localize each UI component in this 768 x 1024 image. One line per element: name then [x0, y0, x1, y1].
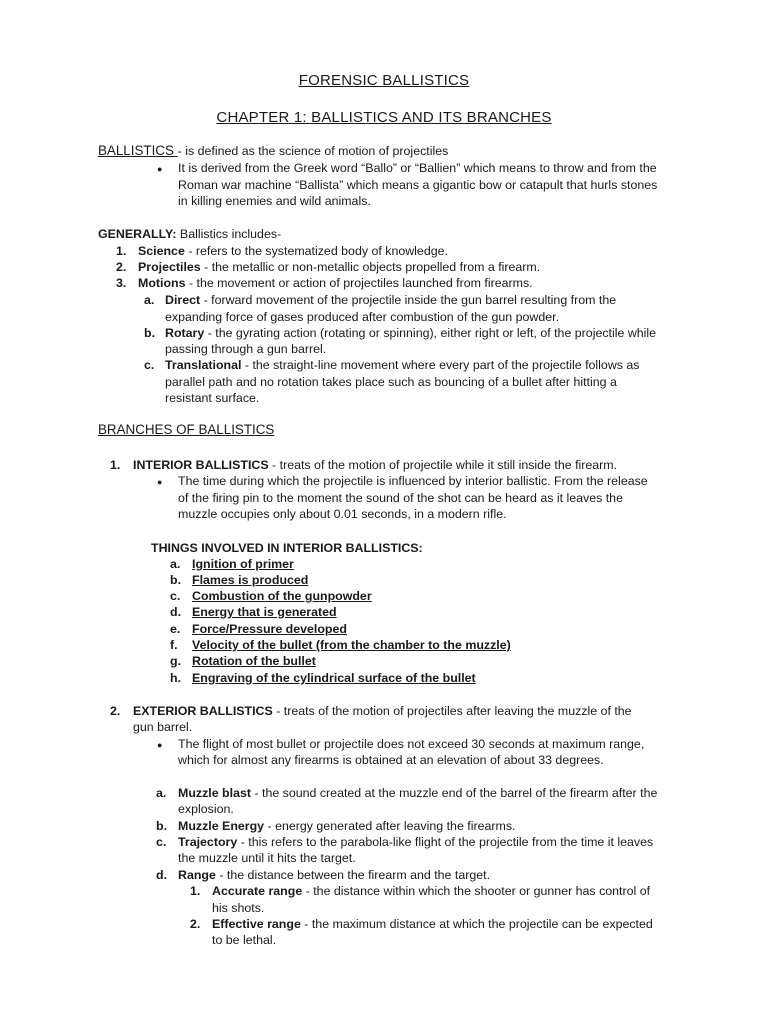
- list-item: [178, 834, 653, 850]
- item-text: - refers to the systematized body of knowledge.: [184, 244, 448, 258]
- list-letter: a.: [144, 293, 155, 307]
- chapter-title: CHAPTER 1: BALLISTICS AND ITS BRANCHES: [216, 109, 552, 126]
- list-letter: c.: [144, 358, 155, 372]
- ballistics-bullet-line: in killing enemies and wild animals.: [178, 194, 371, 208]
- ballistics-term: BALLISTICS: [98, 143, 178, 158]
- item-text-line: parallel path and no rotation takes place such as bouncing of a bullet after hitting a: [165, 375, 617, 389]
- list-number: 1.: [110, 458, 121, 472]
- item-text-line: to be lethal.: [212, 933, 277, 947]
- things-item: Flames is produced: [192, 573, 309, 587]
- interior-bullet-line: muzzle occupies only about 0.01 seconds, in a modern rifle.: [178, 507, 507, 521]
- item-term: Science: [138, 244, 185, 258]
- things-item: Ignition of primer: [192, 557, 294, 571]
- item-text-line: his shots.: [212, 901, 265, 915]
- item-text: - the metallic or non-metallic objects propelled from a firearm.: [200, 260, 541, 274]
- item-text-line: expanding force of gases produced after combustion of the gun powder.: [165, 310, 560, 324]
- list-letter: a.: [170, 557, 181, 571]
- things-item: Energy that is generated: [192, 605, 337, 619]
- item-text: - the sound created at the muzzle end of the barrel of the firearm after the: [250, 786, 658, 800]
- ballistics-def: - is defined as the science of motion of projectiles: [177, 144, 449, 158]
- list-letter: a.: [156, 786, 167, 800]
- list-item: [165, 325, 656, 341]
- things-item: Combustion of the gunpowder: [192, 589, 372, 603]
- things-item: Rotation of the bullet: [192, 654, 316, 668]
- ballistics-definition: [98, 143, 448, 159]
- list-item: [178, 867, 490, 883]
- item-text: - the gyrating action (rotating or spinning), either right or left, of the projectile while: [204, 326, 657, 340]
- list-letter: g.: [170, 654, 182, 668]
- item-text: - the maximum distance at which the projectile can be expected: [300, 917, 653, 931]
- generally-heading: [98, 226, 281, 242]
- item-text: - energy generated after leaving the firearms.: [264, 819, 516, 833]
- list-item: [178, 818, 515, 834]
- list-item: [212, 916, 653, 932]
- item-term: INTERIOR BALLISTICS: [133, 458, 269, 472]
- item-term: Range: [178, 868, 216, 882]
- document-title: FORENSIC BALLISTICS: [298, 72, 470, 89]
- list-number: 3.: [116, 276, 127, 290]
- generally-term: GENERALLY:: [98, 227, 177, 241]
- item-text: - treats of the motion of projectile while it still inside the firearm.: [268, 458, 618, 472]
- item-term: EXTERIOR BALLISTICS: [133, 704, 273, 718]
- generally-text: Ballistics includes-: [176, 227, 282, 241]
- item-text: - the distance between the firearm and the target.: [215, 868, 491, 882]
- list-number: 2.: [110, 704, 121, 718]
- interior-bullet-line: of the firing pin to the moment the sound of the shot can be heard as it leaves the: [178, 491, 623, 505]
- list-letter: c.: [156, 835, 167, 849]
- interior-ballistics-item: [133, 457, 617, 473]
- list-letter: h.: [170, 671, 182, 685]
- item-term: Muzzle Energy: [178, 819, 265, 833]
- item-term: Effective range: [212, 917, 301, 931]
- item-term: Trajectory: [178, 835, 238, 849]
- list-letter: f.: [170, 638, 178, 652]
- item-term: Rotary: [165, 326, 205, 340]
- item-text-line: explosion.: [178, 802, 234, 816]
- list-letter: b.: [170, 573, 182, 587]
- item-text: - the straight-line movement where every part of the projectile follows as: [241, 358, 640, 372]
- item-text-line: the muzzle until it hits the target.: [178, 851, 356, 865]
- exterior-bullet-line: The flight of most bullet or projectile does not exceed 30 seconds at maximum range,: [178, 737, 645, 751]
- list-item: [165, 292, 616, 308]
- bullet-icon: ●: [157, 740, 163, 750]
- item-text-line: passing through a gun barrel.: [165, 342, 327, 356]
- list-item: [138, 275, 533, 291]
- ballistics-bullet-line: It is derived from the Greek word “Ballo” or “Ballien” which means to throw and from the: [178, 161, 657, 175]
- item-term: Direct: [165, 293, 201, 307]
- exterior-bullet-line: which for almost any firearms is obtained at an elevation of about 33 degrees.: [178, 753, 604, 767]
- exterior-ballistics-item: [133, 703, 632, 719]
- list-number: 2.: [190, 917, 201, 931]
- things-heading: THINGS INVOLVED IN INTERIOR BALLISTICS:: [151, 541, 423, 555]
- things-item: Force/Pressure developed: [192, 622, 347, 636]
- list-letter: c.: [170, 589, 181, 603]
- list-number: 2.: [116, 260, 127, 274]
- item-text: - the distance within which the shooter or gunner has control of: [302, 884, 651, 898]
- item-term: Accurate range: [212, 884, 303, 898]
- item-text-line: resistant surface.: [165, 391, 260, 405]
- list-item: [138, 243, 448, 259]
- list-letter: e.: [170, 622, 181, 636]
- list-item: [212, 883, 650, 899]
- item-text: - the movement or action of projectiles launched from firearms.: [185, 276, 533, 290]
- item-text: - this refers to the parabola-like flight of the projectile from the time it leaves: [237, 835, 654, 849]
- item-term: Motions: [138, 276, 186, 290]
- things-item: Velocity of the bullet (from the chamber to the muzzle): [192, 638, 511, 652]
- list-number: 1.: [190, 884, 201, 898]
- item-term: Projectiles: [138, 260, 201, 274]
- things-item: Engraving of the cylindrical surface of the bullet: [192, 671, 476, 685]
- item-text: - forward movement of the projectile inside the gun barrel resulting from the: [200, 293, 617, 307]
- item-term: Muzzle blast: [178, 786, 251, 800]
- list-item: [165, 357, 640, 373]
- list-letter: b.: [156, 819, 168, 833]
- bullet-icon: ●: [157, 164, 163, 174]
- item-text-line: gun barrel.: [133, 720, 193, 734]
- list-letter: d.: [170, 605, 182, 619]
- list-item: [138, 259, 540, 275]
- ballistics-bullet-line: Roman war machine “Ballista” which means a gigantic bow or catapult that hurls stones: [178, 178, 658, 192]
- branches-heading: BRANCHES OF BALLISTICS: [98, 422, 275, 437]
- list-letter: d.: [156, 868, 168, 882]
- bullet-icon: ●: [157, 477, 163, 487]
- item-term: Translational: [165, 358, 242, 372]
- list-item: [178, 785, 657, 801]
- list-letter: b.: [144, 326, 156, 340]
- list-number: 1.: [116, 244, 127, 258]
- item-text: - treats of the motion of projectiles after leaving the muzzle of the: [272, 704, 632, 718]
- interior-bullet-line: The time during which the projectile is influenced by interior ballistic. From the release: [178, 474, 648, 488]
